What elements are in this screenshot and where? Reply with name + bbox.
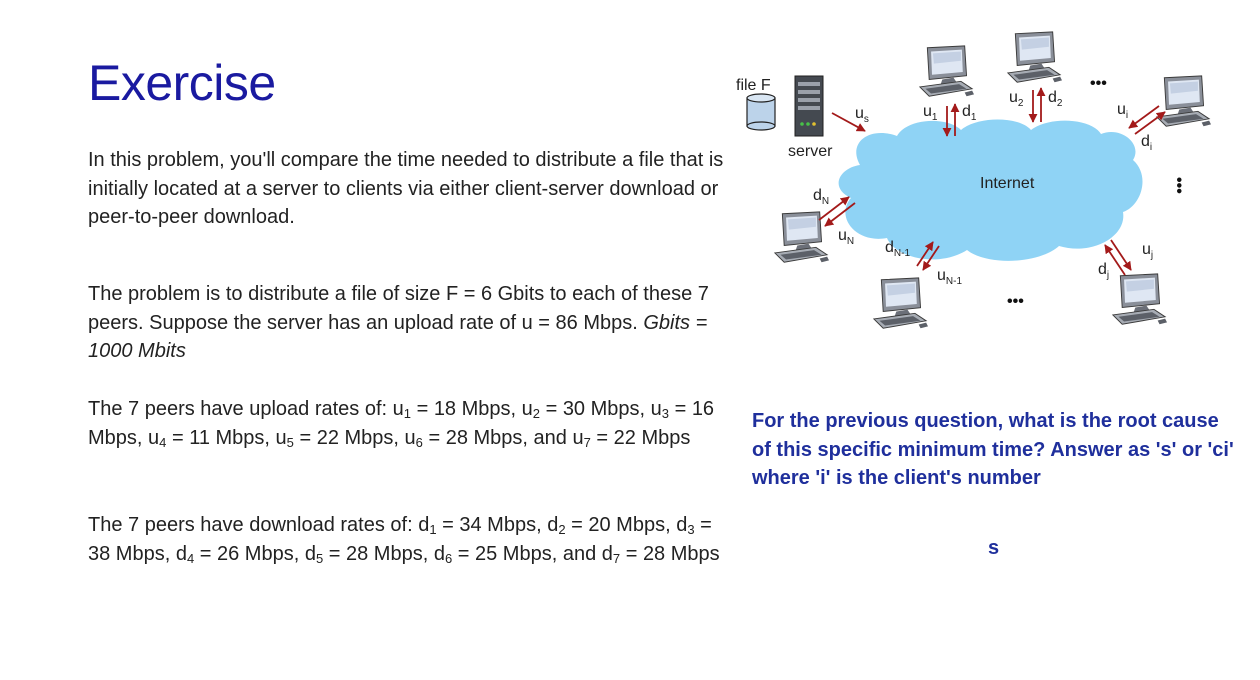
link-label-us: $u_s$ [855, 105, 869, 125]
download-rate-3: $d_3 = 38$ Mbps [88, 514, 712, 565]
upload-rate-1: $u_1 = 18$ Mbps [392, 398, 511, 421]
upload-rate-7: $u_7 = 22$ Mbps [572, 426, 691, 450]
download-rate-2: $d_2 = 20$ Mbps [547, 514, 666, 537]
upload-intro: The 7 peers have upload rates of: [88, 398, 388, 420]
problem-note: Gbits = 1000 Mbits [88, 311, 708, 362]
upload-arrow-i [1129, 106, 1159, 128]
link-label-u1: $u_1$ [923, 103, 938, 123]
link-label-dj: $d_j$ [1098, 261, 1110, 281]
upload-rates-paragraph [88, 395, 738, 452]
download-rate-6: $d_6 = 25$ Mbps [433, 542, 552, 566]
internet-label: Internet [980, 175, 1035, 192]
peer-j-computer-icon [1113, 274, 1167, 324]
download-rate-5: $d_5 = 28$ Mbps [304, 542, 423, 566]
upload-rate-4: $u_4 = 11$ Mbps [148, 426, 265, 450]
server-icon [795, 76, 823, 136]
download-arrow-i [1135, 112, 1165, 134]
link-label-uN1: $u_{N-1}$ [937, 267, 963, 287]
download-rate-7: $d_7 = 28$ Mbps [601, 542, 720, 566]
problem-paragraph [88, 280, 738, 366]
upload-rate-6: $u_6 = 28$ Mbps [404, 426, 523, 450]
link-label-uj: $u_j$ [1142, 241, 1154, 261]
file-cylinder-icon [747, 94, 775, 130]
download-rates-list: $d_1 = 34$ Mbps, $d_2 = 20$ Mbps, $d_3 = 38$ Mbps, $d_4 = 26$ Mbps, $d_5 = 28$ Mbps, $d_6 = 25$ Mbps, and $d_7 = 28$ Mbps [88, 514, 720, 566]
bottom-ellipsis: ••• [1007, 293, 1024, 310]
top-ellipsis: ••• [1090, 75, 1107, 92]
download-arrow-j [1111, 240, 1131, 270]
problem-text: The problem is to distribute a file of size F = 6 Gbits to each of these 7 peers. Suppose the server has an upload rate of u = 86 Mbps. [88, 283, 709, 334]
upload-rates-list: $u_1 = 18$ Mbps, $u_2 = 30$ Mbps, $u_3 = 16$ Mbps, $u_4 = 11$ Mbps, $u_5 = 22$ Mbps, $u_6 = 28$ Mbps, and $u_7 = 22$ Mbps [88, 398, 715, 450]
answer-text: s [988, 537, 1000, 559]
link-label-d2: $d_2$ [1048, 89, 1063, 109]
link-label-di: $d_i$ [1141, 133, 1153, 153]
peer-1-computer-icon [920, 46, 974, 96]
link-label-ui: $u_i$ [1117, 101, 1129, 121]
download-rate-1: $d_1 = 34$ Mbps [418, 514, 537, 537]
peer-2-computer-icon [1008, 32, 1062, 82]
p2p-network-diagram [725, 30, 1235, 340]
download-rate-4: $d_4 = 26$ Mbps [175, 542, 294, 566]
download-intro: The 7 peers have download rates of: [88, 514, 413, 536]
file-label: file F [736, 77, 771, 94]
right-ellipsis: ••• [1170, 177, 1187, 194]
slide-title: Exercise [88, 55, 276, 111]
peer-N-1-computer-icon [874, 278, 928, 328]
link-label-dN1: $d_{N-1}$ [885, 239, 911, 259]
download-rates-paragraph [88, 511, 738, 568]
intro-paragraph: In this problem, you'll compare the time needed to distribute a file that is initially located at a server to clients via either client-server download or peer-to-peer download. [88, 149, 724, 228]
peer-i-computer-icon [1157, 76, 1211, 126]
link-label-uN: $u_N$ [838, 227, 855, 247]
question-text: For the previous question, what is the root cause of this specific minimum time? Answer as 's' or 'ci' where 'i' is the client's number [752, 410, 1234, 489]
link-label-d1: $d_1$ [962, 103, 977, 123]
upload-rate-2: $u_2 = 30$ Mbps [521, 398, 640, 421]
link-label-u2: $u_2$ [1009, 89, 1024, 109]
link-label-dN: $d_N$ [813, 187, 830, 207]
server-label: server [788, 143, 833, 160]
upload-rate-3: $u_3 = 16$ Mbps [88, 398, 715, 449]
upload-rate-5: $u_5 = 22$ Mbps [275, 426, 394, 450]
